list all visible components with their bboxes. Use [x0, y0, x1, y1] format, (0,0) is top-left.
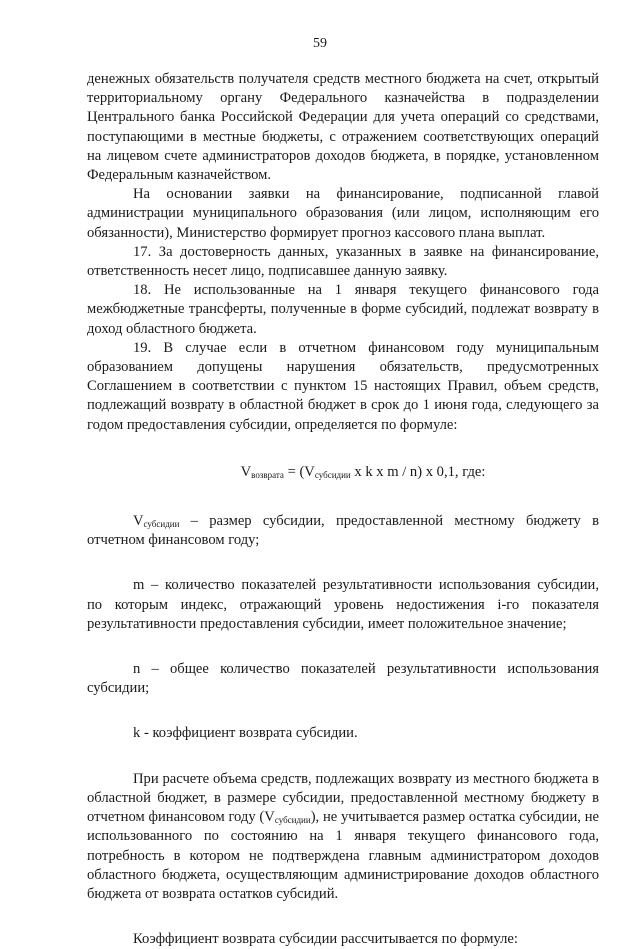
definition-k: k - коэффициент возврата субсидии. [133, 725, 358, 742]
paragraph-coefficient: Коэффициент возврата субсидии рассчитывается по формуле: [133, 931, 518, 948]
paragraph-17: 17. За достоверность данных, указанных в заявке на финансирование, ответственность несет лицо, подписавшее данную заявку. [87, 243, 599, 280]
paragraph-18: 18. Не использованные на 1 января текущего финансового года межбюджетные трансферты, полученные в форме субсидий, подлежат возврату в доход областного бюджета. [87, 282, 599, 337]
paragraph-calculation: При расчете объема средств, подлежащих возврату из местного бюджета в областной бюджет, в размере субсидии, предоставленной местному бюджету в отчетном финансовом году $(V_{субсидии})$, не учитывается размер остатка субсидии, не использованного по состоянию на 1 января текущего финансового года, потребность в котором не подтверждена главным администратором доходов областного бюджета, осуществляющим администрирование доходов областного бюджета от возврата остатков субсидий. [87, 770, 599, 902]
definition-m: m – количество показателей результативности использования субсидии, по которым индекс, отражающий уровень недостижения i-го показателя результативности предоставления субсидии, имеет положительное значение; [87, 577, 599, 632]
page-number: 59 [313, 36, 327, 51]
definition-v-subsidy: $V_{субсидии}$ – размер субсидии, предоставленной местному бюджету в отчетном финансовом году; [87, 513, 599, 549]
paragraph-continuation: денежных обязательств получателя средств местного бюджета на счет, открытый территориальному органу Федерального казначейства в подразделении Центрального банка Российской Федерации для учета операций со средствами, поступающими в местные бюджеты, с отражением соответствующих операций на лицевом счете администраторов доходов бюджета, в порядке, установленном Федеральным казначейством. [87, 71, 599, 184]
paragraph-application: На основании заявки на финансирование, подписанной главой администрации муниципального образования (или лицом, исполняющим его обязанности), Министерство формирует прогноз кассового плана выплат. [87, 186, 599, 241]
paragraph-19: 19. В случае если в отчетном финансовом году муниципальным образованием допущены нарушения обязательств, предусмотренных Соглашением в соответствии с пунктом 15 настоящих Правил, объем средств, подлежащий возврату в областной бюджет в срок до 1 июня года, следующего за годом предоставления субсидии, определяется по формуле: [87, 339, 599, 433]
document-body [87, 70, 599, 949]
return-formula: $V_{возврата} = (V_{субсидии}$ x k x m / n) x 0,1, где: [240, 463, 486, 480]
definition-n: n – общее количество показателей результативности использования субсидии; [87, 661, 599, 697]
